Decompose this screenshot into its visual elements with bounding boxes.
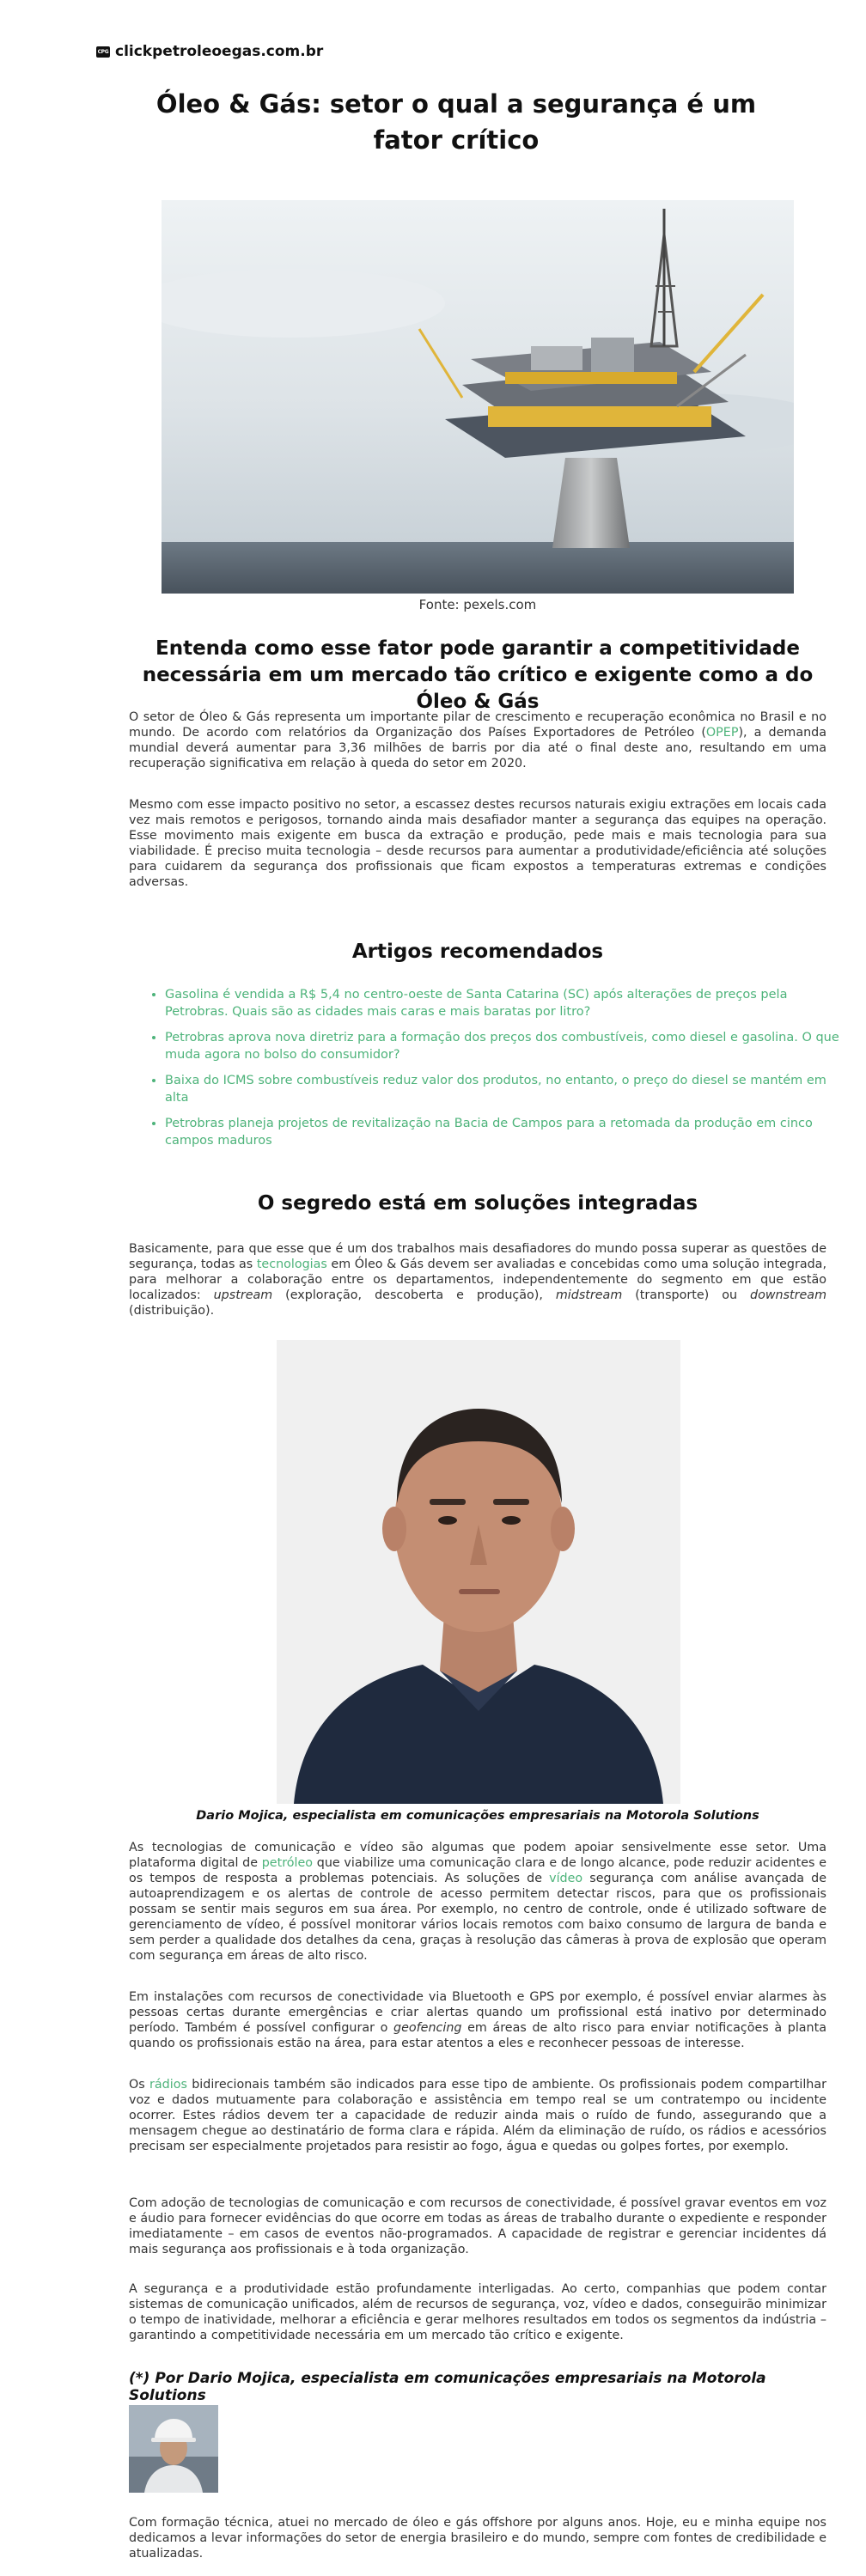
site-logo-icon: CPG [96, 46, 110, 58]
site-header[interactable] [96, 43, 323, 60]
author-bio: Com formação técnica, atuei no mercado de óleo e gás offshore por alguns anos. Hoje, eu e minha equipe nos dedicamos a levar informações do setor de energia brasileiro e do mundo, sempre com fontes de credibilidade e atualizadas. [129, 2516, 826, 2561]
recommended-article-link[interactable]: • Baixa do ICMS sobre combustíveis reduz valor dos produtos, no entanto, o preço do diesel se mantém em alta [165, 1072, 844, 1106]
section-paragraph-2: As tecnologias de comunicação e vídeo são algumas que podem apoiar sensivelmente esse setor. Uma plataforma digital de petróleo que viabilize uma comunicação clara e de longo alcance, pode reduzir acidentes e os tempos de resposta a problemas potenciais. As soluções de vídeo segurança com análise avançada de autoaprendizagem e os alertas de controle de acesso permitem detectar riscos, para que os profissionais possam se sentir mais seguros em sua área. Por exemplo, no centro de controle, onde é utilizado software de gerenciamento de vídeo, é possível monitorar vários locais remotos com baixo consumo de largura de banda e sem perder a qualidade dos detalhes da cena, graças à resolução das câmeras à prova de explosão que operam com segurança em áreas de alto risco. [129, 1841, 826, 1963]
portrait-caption: Dario Mojica, especialista em comunicações empresariais na Motorola Solutions [196, 1809, 759, 1823]
author-byline: (*) Por Dario Mojica, especialista em comunicações empresariais na Motorola Solutions [129, 2370, 766, 2404]
section-paragraph-1: Basicamente, para que esse que é um dos trabalhos mais desafiadores do mundo possa superar as questões de segurança, todas as tecnologias em Óleo & Gás devem ser avaliadas e concebidas como uma solução integrada, para melhorar a colaboração entre os departamentos, independentemente do segmento em que estão localizados: upstream (exploração, descoberta e produção), midstream (transporte) ou downstream (distribuição). [129, 1242, 826, 1318]
section-paragraph-6: A segurança e a produtividade estão profundamente interligadas. Ao certo, companhias que podem contar sistemas de comunicação unificados, além de recursos de segurança, voz, vídeo e dados, conseguirão minimizar o tempo de inatividade, melhorar a eficiência e gerar melhores resultados em todos os segmentos da indústria – garantindo a competitividade necessária em um mercado tão crítico e exigente. [129, 2282, 826, 2342]
article-subtitle: Entenda como esse fator pode garantir a competitividade necessária em um mercado tão crítico e exigente como a do Óleo & Gás [142, 637, 814, 713]
article-title: Óleo & Gás: setor o qual a segurança é um fator crítico [156, 89, 757, 155]
section-paragraph-3: Em instalações com recursos de conectividade via Bluetooth e GPS por exemplo, é possível enviar alarmes às pessoas certas durante emergências e criar alertas quando um profissional está inativo por determinado período. Também é possível configurar o geofencing em áreas de alto risco para enviar notificações à planta quando os profissionais estão na área, para estar atentos a eles e reconhecer pessoas de interesse. [129, 1990, 826, 2050]
section-heading: O segredo está em soluções integradas [257, 1192, 698, 1215]
video-link[interactable]: vídeo [549, 1872, 583, 1885]
intro-paragraph-1: O setor de Óleo & Gás representa um importante pilar de crescimento e recuperação econômica no Brasil e no mundo. De acordo com relatórios da Organização dos Países Exportadores de Petróleo (OPEP), a demanda mundial deverá aumentar para 3,36 milhões de barris por dia até o final deste ano, resultando em uma recuperação significativa em relação à queda do setor em 2020. [129, 710, 826, 770]
recommended-article-link[interactable]: • Petrobras aprova nova diretriz para a formação dos preços dos combustíveis, como diesel e gasolina. O que muda agora no bolso do consumidor? [165, 1029, 844, 1063]
intro-paragraph-2: Mesmo com esse impacto positivo no setor, a escassez destes recursos naturais exigiu extrações em locais cada vez mais remotos e perigosos, tornando ainda mais desafiador manter a segurança das equipes na operação. Esse movimento mais exigente em busca da extração e produção, pede mais e mais tecnologia para sua viabilidade. É preciso muita tecnologia – desde recursos para aumentar a produtividade/eficiência até soluções para cuidarem da segurança dos profissionais que ficam expostos a temperaturas extremas e condições adversas. [129, 798, 826, 889]
radios-link[interactable]: rádios [149, 2078, 187, 2092]
section-paragraph-5: Com adoção de tecnologias de comunicação e com recursos de conectividade, é possível gravar eventos em voz e áudio para fornecer evidências do que ocorre em todas as áreas de trabalho durante o expediente e responder imediatamente – em casos de eventos não-programados. A capacidade de registrar e gerenciar incidentes dá mais segurança aos profissionais e à toda organização. [129, 2196, 826, 2256]
recommended-article-link[interactable]: • Petrobras planeja projetos de revitalização na Bacia de Campos para a retomada da produção em cinco campos maduros [165, 1115, 844, 1149]
dario-mojica-portrait [277, 1340, 680, 1804]
hero-image-caption: Fonte: pexels.com [418, 597, 537, 612]
opep-link[interactable]: OPEP [705, 726, 739, 740]
recommended-article-link[interactable]: • Gasolina é vendida a R$ 5,4 no centro-oeste de Santa Catarina (SC) após alterações de preços pela Petrobras. Quais são as cidades mais caras e mais baratas por litro? [165, 986, 844, 1020]
petroleo-link[interactable]: petróleo [261, 1856, 314, 1870]
recommended-articles-list [148, 986, 844, 1158]
section-paragraph-4: Os rádios bidirecionais também são indicados para esse tipo de ambiente. Os profissionais podem compartilhar voz e dados mutuamente para colaboração e assistência em tempo real se um contratempo ou incidente ocorrer. Estes rádios devem ter a capacidade de reduzir ainda mais o ruído de fundo, assegurando que a mensagem chegue ao destinatário de forma clara e rápida. Além da eliminação de ruído, os rádios e acessórios precisam ser especialmente projetados para resistir ao fogo, água e quedas ou golpes fortes, por exemplo. [129, 2078, 826, 2153]
recommended-heading: Artigos recomendados [351, 941, 604, 963]
author-avatar [129, 2405, 218, 2493]
offshore-oil-platform-image [162, 200, 794, 594]
site-name[interactable]: clickpetroleoegas.com.br [115, 43, 324, 60]
tecnologias-link[interactable]: tecnologias [256, 1258, 327, 1271]
